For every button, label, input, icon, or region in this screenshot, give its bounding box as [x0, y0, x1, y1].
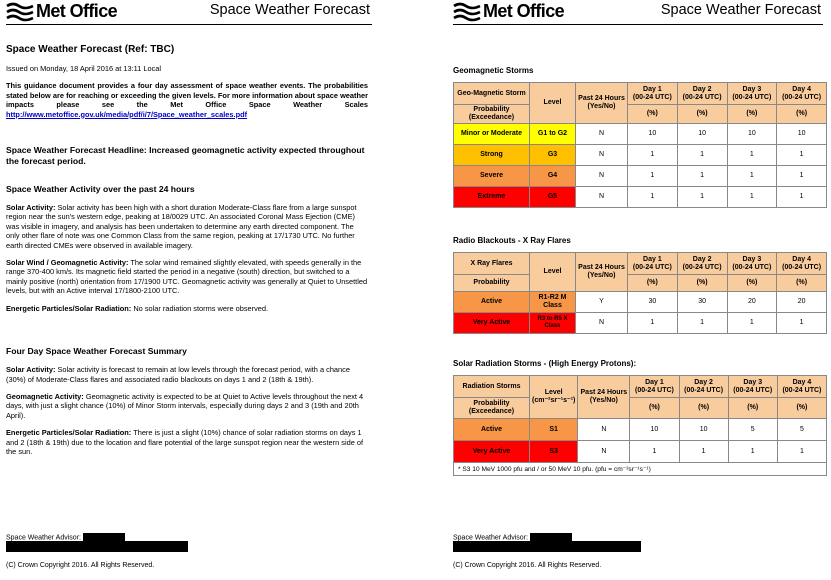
col-header-day3: Day 3 (00-24 UTC) — [728, 376, 777, 398]
met-office-logo — [453, 1, 564, 22]
col-header-day3: Day 3 (00-24 UTC) — [727, 253, 777, 275]
col-header-probability: Probability (Exceedance) — [454, 105, 530, 124]
page-header — [6, 0, 372, 25]
row-name: Very Active — [454, 441, 530, 463]
pct-label: (%) — [628, 105, 678, 124]
row-day2: 10 — [677, 124, 727, 145]
page-header — [453, 0, 823, 25]
table-row — [454, 187, 827, 208]
logo-text: Met Office — [483, 1, 565, 21]
row-day1: 10 — [630, 419, 679, 441]
left-page — [0, 0, 380, 580]
section-title: Geomagnetic Storms — [453, 66, 534, 75]
row-day1: 1 — [628, 313, 678, 334]
met-office-crest-icon — [453, 2, 481, 22]
row-name: Extreme — [454, 187, 530, 208]
row-level: S3 — [530, 441, 578, 463]
headline-label: Space Weather Forecast Headline — [6, 145, 144, 156]
row-day2: 1 — [677, 187, 727, 208]
table-row — [454, 419, 827, 441]
col-header-level: Level (cm⁻²sr⁻¹s⁻¹) — [530, 376, 578, 419]
row-level: G1 to G2 — [530, 124, 576, 145]
header-title: Space Weather Forecast — [660, 2, 821, 18]
right-page — [447, 0, 831, 580]
row-day2: 10 — [679, 419, 728, 441]
col-header-past: Past 24 Hours (Yes/No) — [576, 83, 628, 124]
row-name: Strong — [454, 145, 530, 166]
summary-title: Four Day Space Weather Forecast Summary — [6, 346, 187, 357]
table-row — [454, 124, 827, 145]
row-past: N — [576, 313, 628, 334]
row-name: Severe — [454, 166, 530, 187]
summary-solar-paragraph: Solar Activity: Solar activity is forecast to remain at low levels through the forecast period, with a chance (30%) of Moderate-Class flares and associated radio blackouts on days 1 and 2 (18th & 19th). — [6, 365, 350, 384]
row-day1: 30 — [628, 292, 678, 313]
issued-date: Issued on Monday, 18 April 2016 at 13:11 Local — [6, 64, 162, 73]
table-row — [454, 166, 827, 187]
row-day3: 1 — [728, 441, 777, 463]
radiation-storms-table — [453, 375, 827, 463]
row-day3: 20 — [727, 292, 777, 313]
radio-blackouts-section — [453, 236, 827, 334]
row-day1: 1 — [630, 441, 679, 463]
table-row — [454, 292, 827, 313]
col-header-flares: X Ray Flares — [454, 253, 530, 275]
row-level: G4 — [530, 166, 576, 187]
row-day4: 1 — [777, 145, 827, 166]
headline-text: : Increased geomagnetic activity expected throughout the forecast period. — [6, 145, 365, 167]
radiation-storms-section — [453, 359, 827, 476]
past-24h-title: Space Weather Activity over the past 24 hours — [6, 184, 195, 195]
geomagnetic-table — [453, 82, 827, 208]
col-header-probability: Probability — [454, 275, 530, 292]
advisor-label: Space Weather Advisor: — [6, 534, 81, 542]
col-header-day4: Day 4 (00-24 UTC) — [777, 253, 827, 275]
solar-activity-paragraph: Solar Activity: Solar activity has been high with a short duration Moderate-Class flare from a large sunspot region near the sun's western edge, peaking at 18/0029 UTC. An associated Coronal Mass Ejection (CME) was visible in imagery, and analysis has been undertaken to determine any earth directed component. The only other flare of note was one Common Class from the same region, peaking at 17/1730 UTC. No further earth directed CMEs were observed in available imagery. — [6, 203, 357, 250]
row-day3: 1 — [727, 166, 777, 187]
row-past: N — [576, 166, 628, 187]
advisor-label: Space Weather Advisor: — [453, 534, 528, 542]
row-day2: 30 — [677, 292, 727, 313]
row-past: N — [578, 441, 630, 463]
row-day4: 1 — [777, 441, 826, 463]
row-day1: 1 — [628, 145, 678, 166]
pct-label: (%) — [679, 398, 728, 419]
col-header-storm: Radiation Storms — [454, 376, 530, 398]
pct-label: (%) — [727, 275, 777, 292]
row-name: Minor or Moderate — [454, 124, 530, 145]
guidance-text: This guidance document provides a four day assessment of space weather events. The probabilities stated below are for reaching or exceeding the given levels. For more information about space weather impacts please see the Met Office Space Weather Scales http://www.metoffice.gov.uk/media/pdf/i/7/Space_weather_scales.pdf — [6, 81, 368, 119]
row-name: Active — [454, 292, 530, 313]
section-title: Solar Radiation Storms - (High Energy Protons): — [453, 359, 637, 368]
row-day1: 10 — [628, 124, 678, 145]
row-day3: 5 — [728, 419, 777, 441]
copyright: (C) Crown Copyright 2016. All Rights Reserved. — [6, 562, 155, 569]
col-header-day1: Day 1 (00-24 UTC) — [628, 83, 678, 105]
col-header-day1: Day 1 (00-24 UTC) — [630, 376, 679, 398]
document-body — [6, 44, 368, 456]
col-header-past: Past 24 Hours (Yes/No) — [578, 376, 630, 419]
pct-label: (%) — [630, 398, 679, 419]
row-day3: 1 — [727, 313, 777, 334]
row-day2: 1 — [677, 313, 727, 334]
row-day4: 1 — [777, 313, 827, 334]
row-day4: 10 — [777, 124, 827, 145]
col-header-storm: Geo-Magnetic Storm — [454, 83, 530, 105]
redaction-bar — [453, 541, 641, 552]
forecast-headline — [6, 145, 368, 167]
geomagnetic-section — [453, 66, 827, 208]
pct-label: (%) — [728, 398, 777, 419]
row-day4: 20 — [777, 292, 827, 313]
col-header-day2: Day 2 (00-24 UTC) — [679, 376, 728, 398]
row-day3: 1 — [727, 145, 777, 166]
row-day1: 1 — [628, 187, 678, 208]
scales-link[interactable]: http://www.metoffice.gov.uk/media/pdf/i/7/Space_weather_scales.pdf — [6, 109, 248, 119]
col-header-day2: Day 2 (00-24 UTC) — [677, 83, 727, 105]
row-level: G5 — [530, 187, 576, 208]
doc-title: Space Weather Forecast (Ref: TBC) — [6, 44, 175, 55]
pct-label: (%) — [777, 105, 827, 124]
solar-wind-paragraph: Solar Wind / Geomagnetic Activity: The solar wind remained slightly elevated, with speeds generally in the range 370-400 km/s. Its magnetic field started the period in a negative (south) direction, but switched to a mainly positive (north) orientation from 17/1900 UTC. Geomagnetic activity was generally at Quiet to Unsettled levels, but with an Active interval 17/1800-2100 UTC. — [6, 258, 368, 296]
row-day2: 1 — [677, 145, 727, 166]
row-day2: 1 — [677, 166, 727, 187]
row-past: N — [576, 187, 628, 208]
copyright: (C) Crown Copyright 2016. All Rights Reserved. — [453, 562, 602, 569]
col-header-day4: Day 4 (00-24 UTC) — [777, 83, 827, 105]
row-day4: 1 — [777, 166, 827, 187]
col-header-day2: Day 2 (00-24 UTC) — [677, 253, 727, 275]
row-past: N — [576, 124, 628, 145]
row-past: N — [576, 145, 628, 166]
pct-label: (%) — [777, 398, 826, 419]
col-header-day1: Day 1 (00-24 UTC) — [628, 253, 678, 275]
row-name: Active — [454, 419, 530, 441]
row-day3: 1 — [727, 187, 777, 208]
particles-paragraph: Energetic Particles/Solar Radiation: No solar radiation storms were observed. — [6, 303, 269, 313]
col-header-day3: Day 3 (00-24 UTC) — [727, 83, 777, 105]
radiation-footnote: * S3 10 MeV 1000 pfu and / or 50 MeV 10 pfu. (pfu = cm⁻²sr⁻¹s⁻¹) — [453, 463, 827, 476]
table-row — [454, 313, 827, 334]
met-office-crest-icon — [6, 2, 34, 22]
row-level: R1-R2 M Class — [530, 292, 576, 313]
summary-particles-paragraph: Energetic Particles/Solar Radiation: There is just a slight (10%) chance of solar radiation storms on days 1 and 2 (18th & 19th) due to the location and flare potential of the large sunspot region near the western side of the sun. — [6, 428, 364, 456]
summary-geo-paragraph: Geomagnetic Activity: Geomagnetic activity is expected to be at Quiet to Active levels throughout the next 4 days, with just a slight chance (10%) of Minor Storm intervals, especially during days 2 and 3 (19th and 20th April). — [6, 391, 364, 420]
row-level: R3 to R5 X Class — [530, 313, 576, 334]
row-past: N — [578, 419, 630, 441]
met-office-logo — [6, 1, 117, 22]
row-level: G3 — [530, 145, 576, 166]
pct-label: (%) — [628, 275, 678, 292]
section-title: Radio Blackouts - X Ray Flares — [453, 236, 571, 245]
row-level: S1 — [530, 419, 578, 441]
row-day4: 1 — [777, 187, 827, 208]
col-header-probability: Probability (Exceedance) — [454, 398, 530, 419]
row-name: Very Active — [454, 313, 530, 334]
row-day3: 10 — [727, 124, 777, 145]
pct-label: (%) — [777, 275, 827, 292]
table-row — [454, 145, 827, 166]
header-title: Space Weather Forecast — [209, 2, 370, 18]
col-header-past: Past 24 Hours (Yes/No) — [576, 253, 628, 292]
redaction-bar — [6, 541, 188, 552]
row-day2: 1 — [679, 441, 728, 463]
pct-label: (%) — [727, 105, 777, 124]
col-header-level: Level — [530, 83, 576, 124]
pct-label: (%) — [677, 105, 727, 124]
pct-label: (%) — [677, 275, 727, 292]
table-row — [454, 441, 827, 463]
row-day4: 5 — [777, 419, 826, 441]
logo-text: Met Office — [36, 1, 118, 21]
col-header-level: Level — [530, 253, 576, 292]
radio-blackouts-table — [453, 252, 827, 334]
col-header-day4: Day 4 (00-24 UTC) — [777, 376, 826, 398]
row-day1: 1 — [628, 166, 678, 187]
row-past: Y — [576, 292, 628, 313]
